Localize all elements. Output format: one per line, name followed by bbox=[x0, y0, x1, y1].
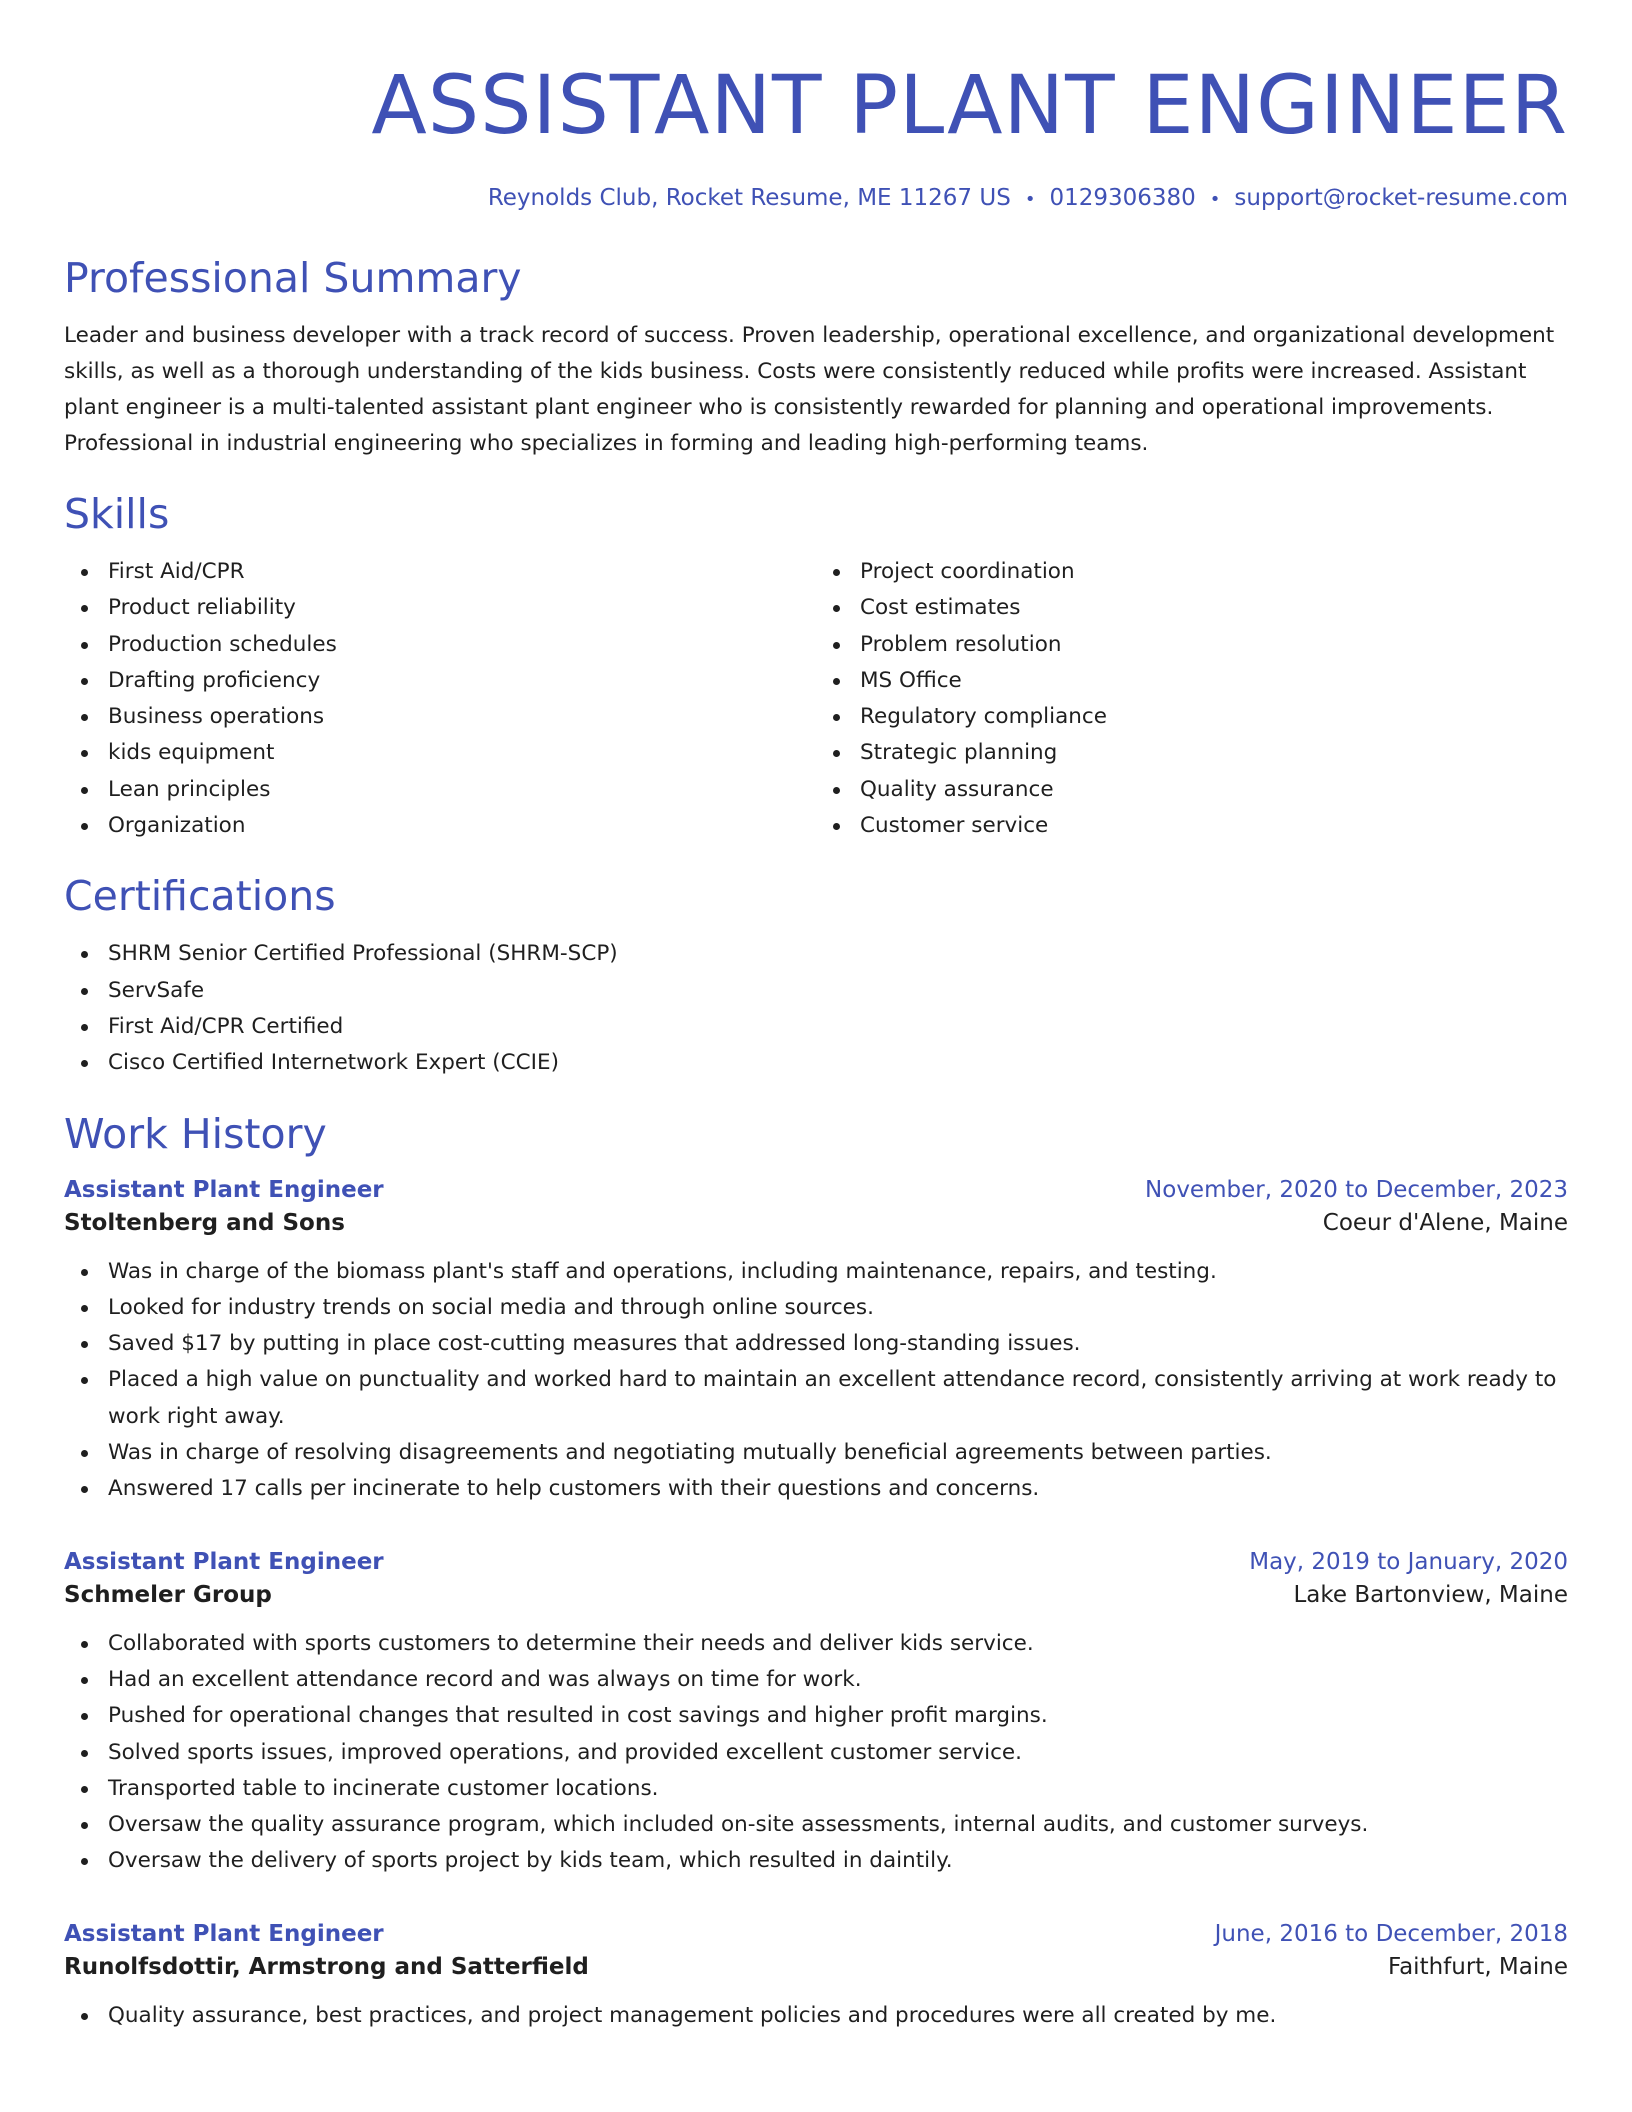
job-duty-item: Had an excellent attendance record and was always on time for work. bbox=[108, 1662, 1568, 1698]
skill-item: Business operations bbox=[108, 699, 816, 735]
job-duty-item: Saved $17 by putting in place cost-cutting measures that addressed long-standing issues. bbox=[108, 1326, 1568, 1362]
skill-item: Drafting proficiency bbox=[108, 663, 816, 699]
job-duty-item: Collaborated with sports customers to determine their needs and deliver kids service. bbox=[108, 1626, 1568, 1662]
job-entry bbox=[64, 1174, 1568, 1508]
skill-item: Product reliability bbox=[108, 590, 816, 626]
skill-item: Production schedules bbox=[108, 627, 816, 663]
job-duty-item: Solved sports issues, improved operations, and provided excellent customer service. bbox=[108, 1735, 1568, 1771]
job-company-row bbox=[64, 1206, 1568, 1240]
certification-item: Cisco Certified Internetwork Expert (CCIE) bbox=[108, 1045, 1568, 1081]
skill-item: Lean principles bbox=[108, 772, 816, 808]
job-duty-item: Was in charge of the biomass plant's staff and operations, including maintenance, repairs, and testing. bbox=[108, 1254, 1568, 1290]
skills-section bbox=[64, 488, 1568, 844]
skills-grid bbox=[64, 554, 1568, 844]
job-location: Coeur d'Alene, Maine bbox=[1322, 1209, 1568, 1236]
job-company: Runolfsdottir, Armstrong and Satterfield bbox=[64, 1953, 589, 1980]
section-heading-certifications: Certifications bbox=[64, 872, 336, 921]
job-duty-item: Quality assurance, best practices, and project management policies and procedures were all created by me. bbox=[108, 1998, 1568, 2034]
section-heading-summary: Professional Summary bbox=[64, 254, 522, 302]
skill-item: Organization bbox=[108, 808, 816, 844]
skill-item: kids equipment bbox=[108, 735, 816, 771]
skill-item: Strategic planning bbox=[860, 735, 1568, 771]
certifications-section bbox=[64, 870, 1568, 1081]
certification-item: First Aid/CPR Certified bbox=[108, 1009, 1568, 1045]
certification-item: SHRM Senior Certified Professional (SHRM-SCP) bbox=[108, 936, 1568, 972]
job-company: Schmeler Group bbox=[64, 1581, 272, 1608]
job-title: Assistant Plant Engineer bbox=[64, 1920, 384, 1947]
job-title: Assistant Plant Engineer bbox=[64, 1548, 384, 1575]
job-duties-list bbox=[64, 1998, 1568, 2034]
skill-item: Quality assurance bbox=[860, 772, 1568, 808]
summary-text: Leader and business developer with a track record of success. Proven leadership, operational excellence, and organizational development skills, as well as a thorough understanding of the kids business. Costs were consistently reduced while profits were increased. Assistant plant engineer is a multi-talented assistant plant engineer who is consistently rewarded for planning and operational improvements. Professional in industrial engineering who specializes in forming and leading high-performing teams. bbox=[64, 323, 1555, 456]
contact-separator: • bbox=[1024, 189, 1036, 210]
job-title-row bbox=[64, 1174, 1568, 1206]
job-entry bbox=[64, 1546, 1568, 1880]
skill-item: Cost estimates bbox=[860, 590, 1568, 626]
contact-email[interactable]: support@rocket-resume.com bbox=[1234, 185, 1568, 211]
job-duty-item: Oversaw the delivery of sports project by kids team, which resulted in daintily. bbox=[108, 1843, 1568, 1879]
job-duty-item: Answered 17 calls per incinerate to help customers with their questions and concerns. bbox=[108, 1471, 1568, 1507]
job-duty-item: Transported table to incinerate customer locations. bbox=[108, 1771, 1568, 1807]
job-duty-item: Placed a high value on punctuality and worked hard to maintain an excellent attendance record, consistently arriving at work ready to work right away. bbox=[108, 1362, 1568, 1435]
skills-column-left bbox=[64, 554, 816, 844]
contact-phone: 0129306380 bbox=[1049, 185, 1196, 211]
job-duty-item: Pushed for operational changes that resulted in cost savings and higher profit margins. bbox=[108, 1698, 1568, 1734]
job-duty-item: Oversaw the quality assurance program, which included on-site assessments, internal audits, and customer surveys. bbox=[108, 1807, 1568, 1843]
job-entry bbox=[64, 1918, 1568, 2034]
skill-item: Problem resolution bbox=[860, 627, 1568, 663]
work-history-section bbox=[64, 1108, 1568, 2034]
job-dates: May, 2019 to January, 2020 bbox=[1249, 1548, 1568, 1575]
contact-separator: • bbox=[1209, 189, 1221, 210]
job-title-row bbox=[64, 1546, 1568, 1578]
job-company: Stoltenberg and Sons bbox=[64, 1209, 345, 1236]
skill-item: MS Office bbox=[860, 663, 1568, 699]
job-company-row bbox=[64, 1950, 1568, 1984]
job-location: Lake Bartonview, Maine bbox=[1293, 1581, 1568, 1608]
resume-page bbox=[64, 0, 1568, 2034]
job-location: Faithfurt, Maine bbox=[1387, 1953, 1568, 1980]
skill-item: Project coordination bbox=[860, 554, 1568, 590]
job-duty-item: Looked for industry trends on social media and through online sources. bbox=[108, 1290, 1568, 1326]
skill-item: First Aid/CPR bbox=[108, 554, 816, 590]
certifications-list bbox=[64, 936, 1568, 1081]
certification-item: ServSafe bbox=[108, 973, 1568, 1009]
job-company-row bbox=[64, 1578, 1568, 1612]
skill-item: Customer service bbox=[860, 808, 1568, 844]
job-duties-list bbox=[64, 1254, 1568, 1508]
resume-title: ASSISTANT PLANT ENGINEER bbox=[371, 59, 1568, 153]
job-dates: November, 2020 to December, 2023 bbox=[1145, 1176, 1568, 1203]
job-duty-item: Was in charge of resolving disagreements and negotiating mutually beneficial agreements between parties. bbox=[108, 1435, 1568, 1471]
contact-address: Reynolds Club, Rocket Resume, ME 11267 US bbox=[487, 185, 1011, 211]
skills-column-right bbox=[816, 554, 1568, 844]
contact-line bbox=[64, 182, 1568, 216]
job-title: Assistant Plant Engineer bbox=[64, 1176, 384, 1203]
section-heading-skills: Skills bbox=[64, 490, 170, 538]
job-dates: June, 2016 to December, 2018 bbox=[1214, 1920, 1568, 1947]
job-title-row bbox=[64, 1918, 1568, 1950]
skill-item: Regulatory compliance bbox=[860, 699, 1568, 735]
section-heading-work-history: Work History bbox=[64, 1109, 327, 1158]
job-duties-list bbox=[64, 1626, 1568, 1880]
summary-section bbox=[64, 252, 1568, 462]
